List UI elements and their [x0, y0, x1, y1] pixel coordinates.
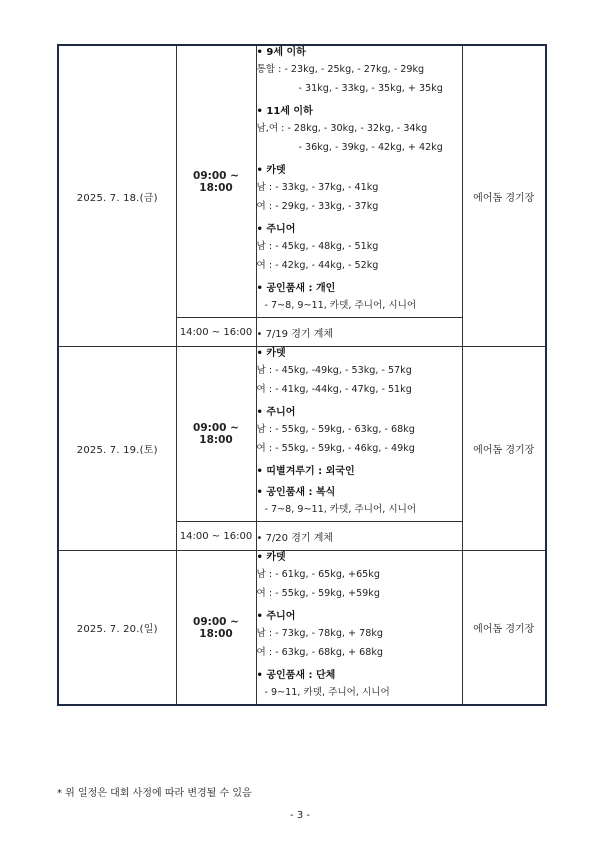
- date-cell: 2025. 7. 19.(토): [58, 347, 176, 551]
- event-line: - 36kg, - 39kg, - 42kg, + 42kg: [298, 142, 443, 153]
- event-item: [257, 223, 462, 275]
- event-item: [257, 347, 462, 399]
- time-cell: 09:00 ~ 18:00: [176, 45, 256, 318]
- event-line: 여 : - 41kg, -44kg, - 47kg, - 51kg: [256, 384, 412, 395]
- event-line: 여 : - 55kg, - 59kg, +59kg: [256, 588, 380, 599]
- event-line: 여 : - 55kg, - 59kg, - 46kg, - 49kg: [256, 443, 415, 454]
- table-row: [58, 551, 546, 706]
- event-title: • 11세 이하: [256, 106, 313, 117]
- event-line: 여 : - 63kg, - 68kg, + 68kg: [256, 647, 383, 658]
- event-item: [257, 406, 462, 458]
- event-title: • 카뎃: [256, 165, 286, 176]
- time-cell: 09:00 ~ 18:00: [176, 551, 256, 706]
- event-item: [257, 105, 462, 157]
- event-item: [257, 551, 462, 603]
- date-cell: 2025. 7. 20.(일): [58, 551, 176, 706]
- event-line: 남 : - 73kg, - 78kg, + 78kg: [256, 628, 383, 639]
- table-row: [58, 347, 546, 522]
- event-title: • 카뎃: [256, 552, 286, 563]
- event-title: • 카뎃: [256, 348, 286, 359]
- weigh-in-note: • 7/20 경기 계체: [256, 522, 462, 551]
- event-line: 남,여 : - 28kg, - 30kg, - 32kg, - 34kg: [256, 123, 428, 134]
- event-item: [257, 669, 462, 702]
- venue-cell: 에어돔 경기장: [462, 347, 546, 551]
- event-line: 남 : - 33kg, - 37kg, - 41kg: [256, 182, 379, 193]
- event-line: 남 : - 45kg, -49kg, - 53kg, - 57kg: [256, 365, 412, 376]
- footnote: * 위 일정은 대회 사정에 따라 변경될 수 있음: [57, 788, 252, 799]
- venue-cell: 에어돔 경기장: [462, 45, 546, 347]
- event-item: [257, 164, 462, 216]
- schedule-table: [57, 44, 547, 706]
- event-item: [257, 610, 462, 662]
- event-line: 여 : - 29kg, - 33kg, - 37kg: [256, 201, 379, 212]
- event-line: 남 : - 55kg, - 59kg, - 63kg, - 68kg: [256, 424, 415, 435]
- table-row: [58, 45, 546, 318]
- venue-cell: 에어돔 경기장: [462, 551, 546, 706]
- event-line: - 7~8, 9~11, 카뎃, 주니어, 시니어: [264, 504, 417, 515]
- event-line: - 7~8, 9~11, 카뎃, 주니어, 시니어: [264, 300, 417, 311]
- events-cell: [256, 347, 462, 522]
- events-cell: [256, 45, 462, 318]
- date-cell: 2025. 7. 18.(금): [58, 45, 176, 347]
- event-title: • 공인품새 : 단체: [256, 670, 336, 681]
- weigh-in-time-cell: 14:00 ~ 16:00: [176, 318, 256, 347]
- weigh-in-note: • 7/19 경기 계체: [256, 318, 462, 347]
- time-cell: 09:00 ~ 18:00: [176, 347, 256, 522]
- event-line: 남 : - 61kg, - 65kg, +65kg: [256, 569, 380, 580]
- event-line: 남 : - 45kg, - 48kg, - 51kg: [256, 241, 379, 252]
- event-item: [257, 282, 462, 315]
- page-number: - 3 -: [290, 810, 310, 821]
- event-line: - 31kg, - 33kg, - 35kg, + 35kg: [298, 83, 443, 94]
- event-title: • 주니어: [256, 224, 296, 235]
- event-line: 여 : - 42kg, - 44kg, - 52kg: [256, 260, 379, 271]
- weigh-in-time-cell: 14:00 ~ 16:00: [176, 522, 256, 551]
- event-line: 통합 : - 23kg, - 25kg, - 27kg, - 29kg: [256, 64, 425, 75]
- event-title: • 공인품새 : 복식: [256, 487, 336, 498]
- event-line: - 9~11, 카뎃, 주니어, 시니어: [264, 687, 390, 698]
- event-title: • 주니어: [256, 407, 296, 418]
- event-item: [257, 46, 462, 98]
- event-item: [257, 486, 462, 519]
- event-title: • 주니어: [256, 611, 296, 622]
- event-title: • 공인품새 : 개인: [256, 283, 336, 294]
- event-title: • 9세 이하: [256, 47, 306, 58]
- events-cell: [256, 551, 462, 706]
- event-title: • 띠별겨루기 : 외국인: [256, 466, 355, 477]
- event-item: [257, 465, 462, 479]
